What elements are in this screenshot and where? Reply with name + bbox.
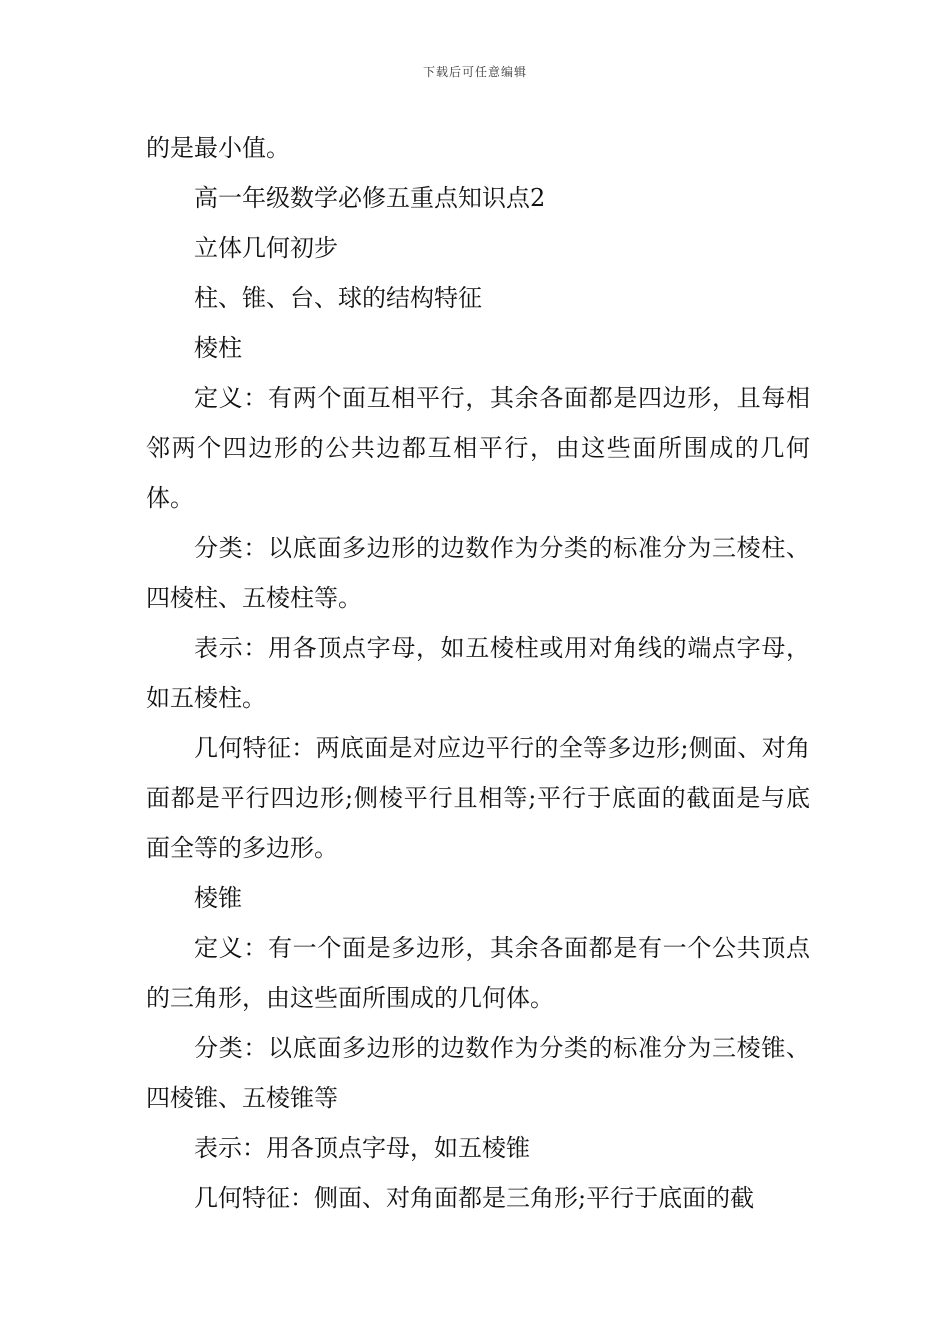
subsection-heading: 棱柱 xyxy=(194,334,242,362)
section-heading: 高一年级数学必修五重点知识点2 xyxy=(194,184,546,212)
document-body xyxy=(146,123,810,1223)
section-heading: 柱、锥、台、球的结构特征 xyxy=(194,284,482,312)
subsection-heading: 棱锥 xyxy=(194,884,242,912)
paragraph: 定义：有一个面是多边形，其余各面都是有一个公共顶点的三角形，由这些面所围成的几何体。 xyxy=(146,934,810,1012)
paragraph: 表示：用各顶点字母，如五棱锥 xyxy=(194,1134,530,1162)
paragraph: 表示：用各顶点字母，如五棱柱或用对角线的端点字母，如五棱柱。 xyxy=(146,634,810,712)
paragraph: 定义：有两个面互相平行，其余各面都是四边形，且每相邻两个四边形的公共边都互相平行，由这些面所围成的几何体。 xyxy=(146,384,810,512)
paragraph: 几何特征：侧面、对角面都是三角形;平行于底面的截 xyxy=(194,1184,755,1212)
page-header: 下载后可任意编辑 xyxy=(422,65,527,79)
paragraph: 分类：以底面多边形的边数作为分类的标准分为三棱锥、四棱锥、五棱锥等 xyxy=(146,1034,810,1112)
paragraph: 分类：以底面多边形的边数作为分类的标准分为三棱柱、四棱柱、五棱柱等。 xyxy=(146,534,810,612)
section-heading: 立体几何初步 xyxy=(194,234,338,262)
paragraph: 几何特征：两底面是对应边平行的全等多边形;侧面、对角面都是平行四边形;侧棱平行且相等;平行于底面的截面是与底面全等的多边形。 xyxy=(146,734,810,862)
paragraph: 的是最小值。 xyxy=(146,134,290,162)
